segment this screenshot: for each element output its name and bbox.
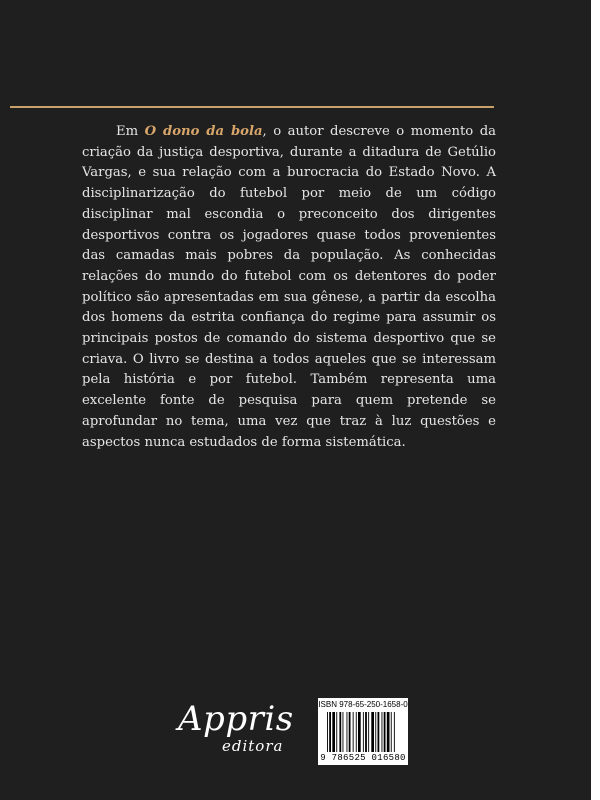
isbn-barcode-box <box>318 698 408 765</box>
barcode-icon <box>327 712 399 752</box>
isbn-label: ISBN 978-65-250-1658-0 <box>318 700 408 709</box>
gold-divider <box>10 106 494 108</box>
blurb-paragraph <box>82 122 496 453</box>
blurb-body: , o autor descreve o momento da criação da justiça desportiva, durante a ditadura de Getúlio Vargas, e sua relação com a burocracia do Estado Novo. A disciplinarização do futebol por meio de um código disciplinar mal escondia o preconceito dos dirigentes desportivos contra os jogadores quase todos provenientes das camadas mais pobres da população. As conhecidas relações do mundo do futebol com os detentores do poder político são apresentadas em sua gênese, a partir da escolha dos homens da estrita confiança do regime para assumir os principais postos de comando do sistema desportivo que se criava. O livro se destina a todos aqueles que se interessam pela história e por futebol. Também representa uma excelente fonte de pesquisa para quem pretende se aprofundar no tema, uma vez que traz à luz questões e aspectos nunca estudados de forma sistemática. <box>82 124 496 450</box>
blurb-intro: Em <box>116 124 145 139</box>
publisher-logo <box>174 695 304 765</box>
book-title: O dono da bola <box>144 124 263 139</box>
barcode-digits: 9 786525 016580 <box>320 753 406 763</box>
publisher-subtitle: editora <box>222 737 284 755</box>
publisher-name: Appris <box>178 699 294 739</box>
